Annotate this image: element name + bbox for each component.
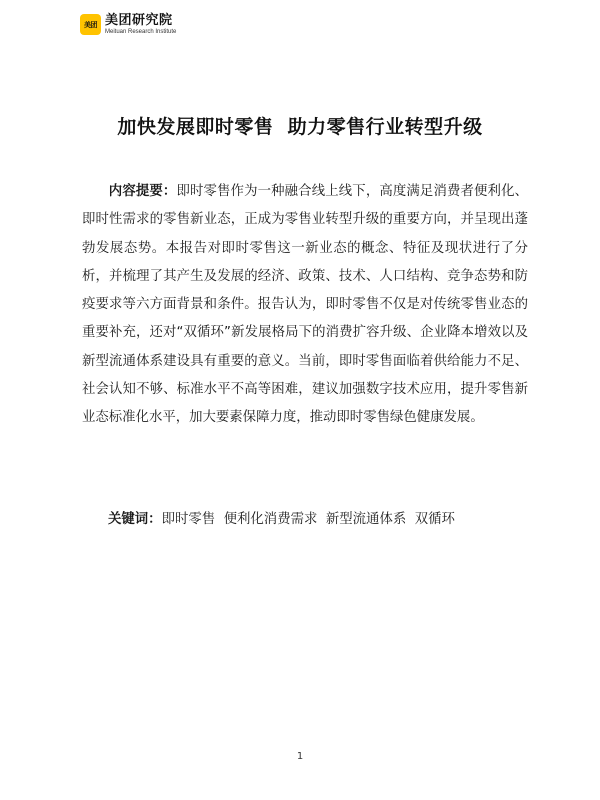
document-title: 加快发展即时零售 助力零售行业转型升级 bbox=[117, 116, 483, 138]
meituan-logo-mark: 美团 bbox=[80, 14, 101, 35]
logo-chinese-name: 美团研究院 bbox=[105, 13, 173, 28]
abstract-text: 即时零售作为一种融合线上线下，高度满足消费者便利化、即时性需求的零售新业态，正成为零售业转型升级的重要方向，并呈现出蓬勃发展态势。本报告对即时零售这一新业态的概念、特征及现状进行了分析，并梳理了其产生及发展的经济、政策、技术、人口结构、竞争态势和防疫要求等六方面背景和条件。报告认为，即时零售不仅是对传统零售业态的重要补充，还对“双循环”新发展格局下的消费扩容升级、企业降本增效以及新型流通体系建设具有重要的意义。当前，即时零售面临着供给能力不足、社会认知不够、标准水平不高等困难，建议加强数字技术应用，提升零售新业态标准化水平，加大要素保障力度，推动即时零售绿色健康发展。 bbox=[82, 184, 529, 426]
logo-text-block bbox=[105, 14, 176, 35]
keywords-text: 即时零售 便利化消费需求 新型流通体系 双循环 bbox=[161, 512, 455, 527]
abstract-label: 内容提要： bbox=[108, 184, 177, 199]
logo-english-name: Meituan Research Institute bbox=[105, 29, 177, 35]
keywords-label: 关键词： bbox=[108, 512, 162, 527]
meituan-research-logo bbox=[80, 14, 176, 35]
page-number: 1 bbox=[296, 751, 304, 762]
abstract-paragraph bbox=[82, 178, 528, 433]
keywords-line bbox=[108, 506, 455, 534]
